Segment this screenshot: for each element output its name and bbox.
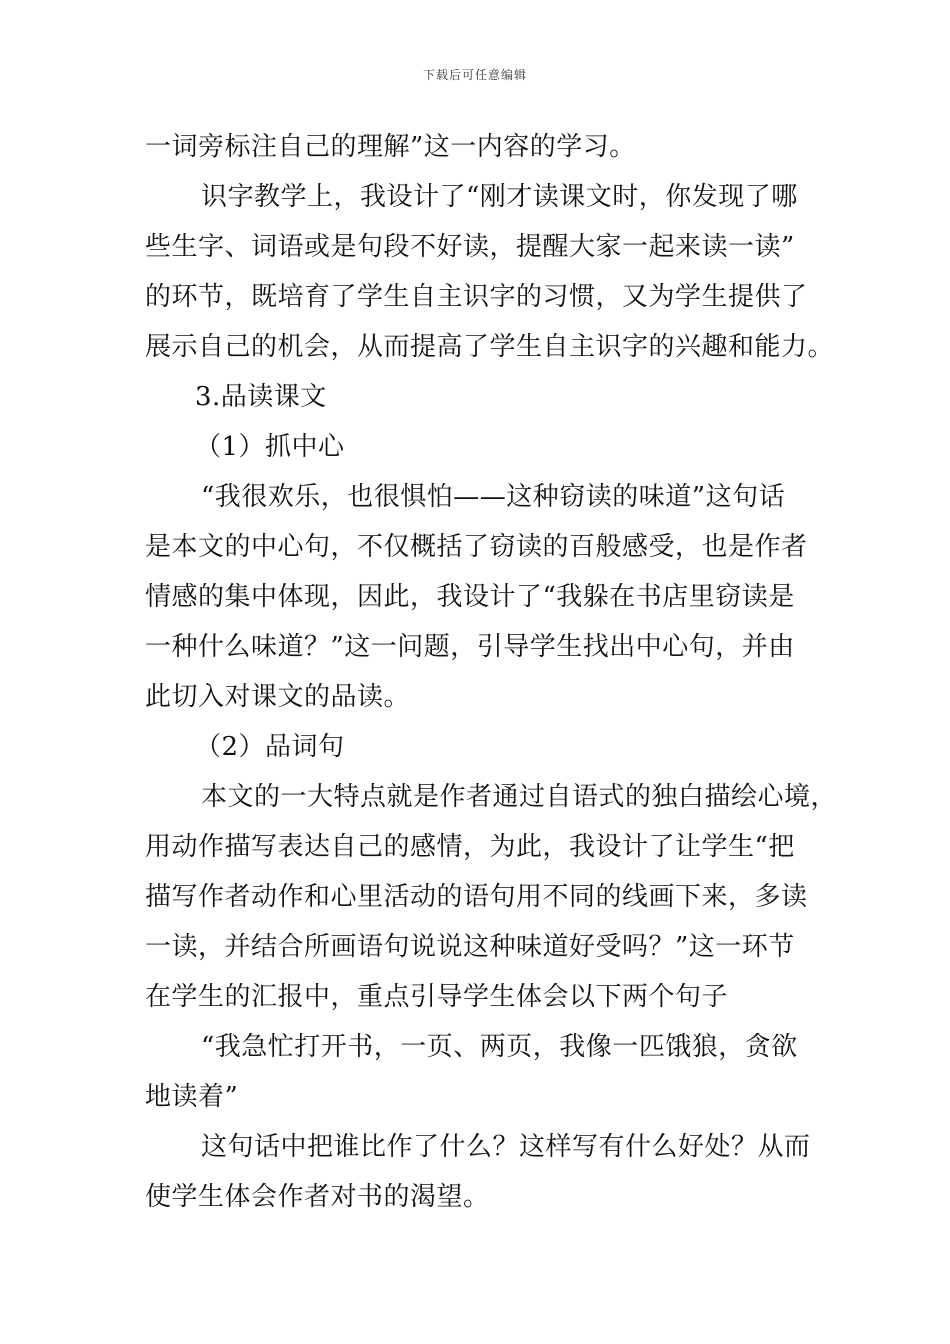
text-line: 一种什么味道？”这一问题，引导学生找出中心句，并由 — [145, 632, 795, 662]
text-line: 些生字、词语或是句段不好读，提醒大家一起来读一读” — [145, 232, 795, 262]
text-line: 展示自己的机会，从而提高了学生自主识字的兴趣和能力。 — [145, 332, 835, 362]
subsection-heading: （2）品词句 — [195, 732, 345, 762]
text-line: 地读着” — [145, 1082, 239, 1112]
text-line: 情感的集中体现，因此，我设计了“我躲在书店里窃读是 — [145, 582, 795, 612]
subsection-heading: （1）抓中心 — [195, 432, 345, 462]
text-line: 用动作描写表达自己的感情，为此，我设计了让学生“把 — [145, 832, 795, 862]
paragraph-start-line: “我急忙打开书，一页、两页，我像一匹饿狼，贪欲 — [201, 1032, 798, 1062]
paragraph-start-line: 识字教学上，我设计了“刚才读课文时，你发现了哪 — [201, 182, 798, 212]
text-line: 描写作者动作和心里活动的语句用不同的线画下来，多读 — [145, 882, 808, 912]
section-heading: 3.品读课文 — [195, 382, 327, 412]
text-line: 此切入对课文的品读。 — [145, 682, 411, 712]
paragraph-start-line: “我很欢乐，也很惧怕——这种窃读的味道”这句话 — [201, 482, 786, 512]
header-note: 下载后可任意编辑 — [422, 68, 527, 82]
text-line: 的环节，既培育了学生自主识字的习惯，又为学生提供了 — [145, 282, 808, 312]
text-line: 使学生体会作者对书的渴望。 — [145, 1182, 490, 1212]
text-line: 在学生的汇报中，重点引导学生体会以下两个句子 — [145, 982, 729, 1012]
paragraph-start-line: 这句话中把谁比作了什么？这样写有什么好处？从而 — [201, 1132, 811, 1162]
document-body — [145, 122, 838, 1222]
text-line: 一词旁标注自己的理解”这一内容的学习。 — [145, 132, 636, 162]
text-line: 一读，并结合所画语句说说这种味道好受吗？”这一环节 — [145, 932, 795, 962]
paragraph-start-line: 本文的一大特点就是作者通过自语式的独白描绘心境， — [201, 782, 838, 812]
text-line: 是本文的中心句，不仅概括了窃读的百般感受，也是作者 — [145, 532, 808, 562]
